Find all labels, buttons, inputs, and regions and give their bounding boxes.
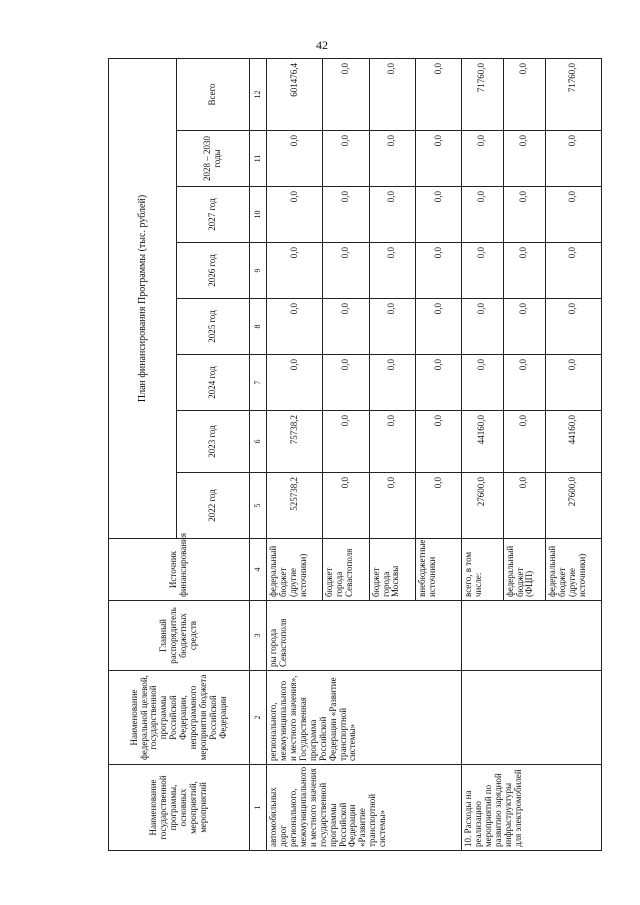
value-cell: 0,0 (323, 58, 369, 130)
value-cell: 0,0 (369, 473, 415, 539)
value-cell: 0,0 (545, 299, 601, 355)
value-cell: 0,0 (503, 299, 545, 355)
value-cell: 0,0 (462, 243, 503, 299)
header-year: 2027 год (177, 187, 250, 243)
header-col2: Наименование федеральной целевой, государственной программы Российской Федерации, непрограммного мероприятия бюджета Российской Федерации (109, 671, 250, 765)
value-cell: 0,0 (415, 58, 461, 130)
header-col4: Источник финансирования (109, 539, 250, 601)
index-cell: 5 (250, 473, 267, 539)
financing-table (108, 58, 602, 851)
header-col1: Наименование государственной программы, основных мероприятий, мероприятий (109, 765, 250, 851)
index-cell: 1 (250, 765, 267, 851)
header-year: 2025 год (177, 299, 250, 355)
value-cell: 0,0 (267, 299, 323, 355)
index-cell: 4 (250, 539, 267, 601)
value-cell: 0,0 (369, 187, 415, 243)
value-cell: 0,0 (503, 411, 545, 473)
block1-col1: автомобильных дорог регионального, межмуниципального и местного значения государственной программы Российской Федерации «Развитие транспортной системы» (267, 765, 462, 851)
value-cell: 44160,0 (462, 411, 503, 473)
source-cell: федеральный бюджет (другие источники) (267, 539, 323, 601)
value-cell: 0,0 (323, 131, 369, 187)
value-cell: 44160,0 (545, 411, 601, 473)
value-cell: 0,0 (369, 411, 415, 473)
value-cell: 0,0 (369, 243, 415, 299)
block2-col3 (462, 601, 602, 671)
value-cell: 0,0 (415, 187, 461, 243)
value-cell: 0,0 (323, 411, 369, 473)
value-cell: 0,0 (369, 131, 415, 187)
header-year: 2023 год (177, 411, 250, 473)
value-cell: 0,0 (545, 243, 601, 299)
value-cell: 0,0 (503, 243, 545, 299)
header-year: 2024 год (177, 355, 250, 411)
value-cell: 0,0 (415, 299, 461, 355)
table-row (267, 58, 323, 850)
value-cell: 0,0 (545, 131, 601, 187)
index-row (250, 58, 267, 850)
value-cell: 27600,0 (545, 473, 601, 539)
value-cell: 0,0 (323, 473, 369, 539)
value-cell: 0,0 (415, 355, 461, 411)
table-row (462, 58, 503, 850)
value-cell: 71760,0 (545, 58, 601, 130)
value-cell: 0,0 (462, 355, 503, 411)
block2-col1: 10. Расходы на реализацию мероприятий по развитию зарядной инфраструктуры для электромобилей (462, 765, 602, 851)
value-cell: 525738,2 (267, 473, 323, 539)
header-total: Всего (177, 58, 250, 130)
index-cell: 6 (250, 411, 267, 473)
value-cell: 0,0 (369, 58, 415, 130)
value-cell: 27600,0 (462, 473, 503, 539)
value-cell: 0,0 (415, 243, 461, 299)
value-cell: 0,0 (503, 187, 545, 243)
header-plan: План финансирования Программы (тыс. рублей) (109, 58, 177, 538)
block1-col3: ры города Севастополя (267, 601, 462, 671)
value-cell: 0,0 (545, 187, 601, 243)
value-cell: 0,0 (369, 355, 415, 411)
value-cell: 0,0 (415, 473, 461, 539)
value-cell: 0,0 (267, 355, 323, 411)
value-cell: 0,0 (323, 243, 369, 299)
index-cell: 8 (250, 299, 267, 355)
value-cell: 0,0 (503, 355, 545, 411)
value-cell: 0,0 (415, 131, 461, 187)
source-cell: федеральный бюджет (другие источники) (545, 539, 601, 601)
value-cell: 75738,2 (267, 411, 323, 473)
header-year: 2028 – 2030 годы (177, 131, 250, 187)
value-cell: 71760,0 (462, 58, 503, 130)
header-year: 2026 год (177, 243, 250, 299)
value-cell: 0,0 (369, 299, 415, 355)
source-cell: федеральный бюджет (ФЦП) (503, 539, 545, 601)
block1-col2: регионального, межмуниципального и местного значения», Государственная программа Российской Федерации «Развитие транспортной системы» (267, 671, 462, 765)
value-cell: 0,0 (267, 131, 323, 187)
index-cell: 7 (250, 355, 267, 411)
value-cell: 0,0 (462, 299, 503, 355)
value-cell: 0,0 (545, 355, 601, 411)
source-cell: внебюджетные источники (415, 539, 461, 601)
value-cell: 0,0 (503, 473, 545, 539)
value-cell: 0,0 (462, 131, 503, 187)
value-cell: 0,0 (323, 299, 369, 355)
index-cell: 3 (250, 601, 267, 671)
value-cell: 0,0 (267, 187, 323, 243)
value-cell: 0,0 (267, 243, 323, 299)
header-year: 2022 год (177, 473, 250, 539)
value-cell: 0,0 (503, 58, 545, 130)
source-cell: всего, в том числе: (462, 539, 503, 601)
rotated-table-area (108, 59, 602, 851)
source-cell: бюджет города Севастополя (323, 539, 369, 601)
value-cell: 0,0 (323, 187, 369, 243)
value-cell: 0,0 (323, 355, 369, 411)
source-cell: бюджет города Москвы (369, 539, 415, 601)
index-cell: 2 (250, 671, 267, 765)
value-cell: 0,0 (415, 411, 461, 473)
page-number: 42 (316, 38, 328, 52)
rotated-content (108, 59, 602, 851)
block2-col2 (462, 671, 602, 765)
value-cell: 0,0 (503, 131, 545, 187)
index-cell: 12 (250, 58, 267, 130)
header-col3: Главный распорядитель бюджетных средств (109, 601, 250, 671)
index-cell: 11 (250, 131, 267, 187)
value-cell: 0,0 (462, 187, 503, 243)
header-row-1 (109, 58, 177, 850)
index-cell: 10 (250, 187, 267, 243)
index-cell: 9 (250, 243, 267, 299)
value-cell: 601476,4 (267, 58, 323, 130)
